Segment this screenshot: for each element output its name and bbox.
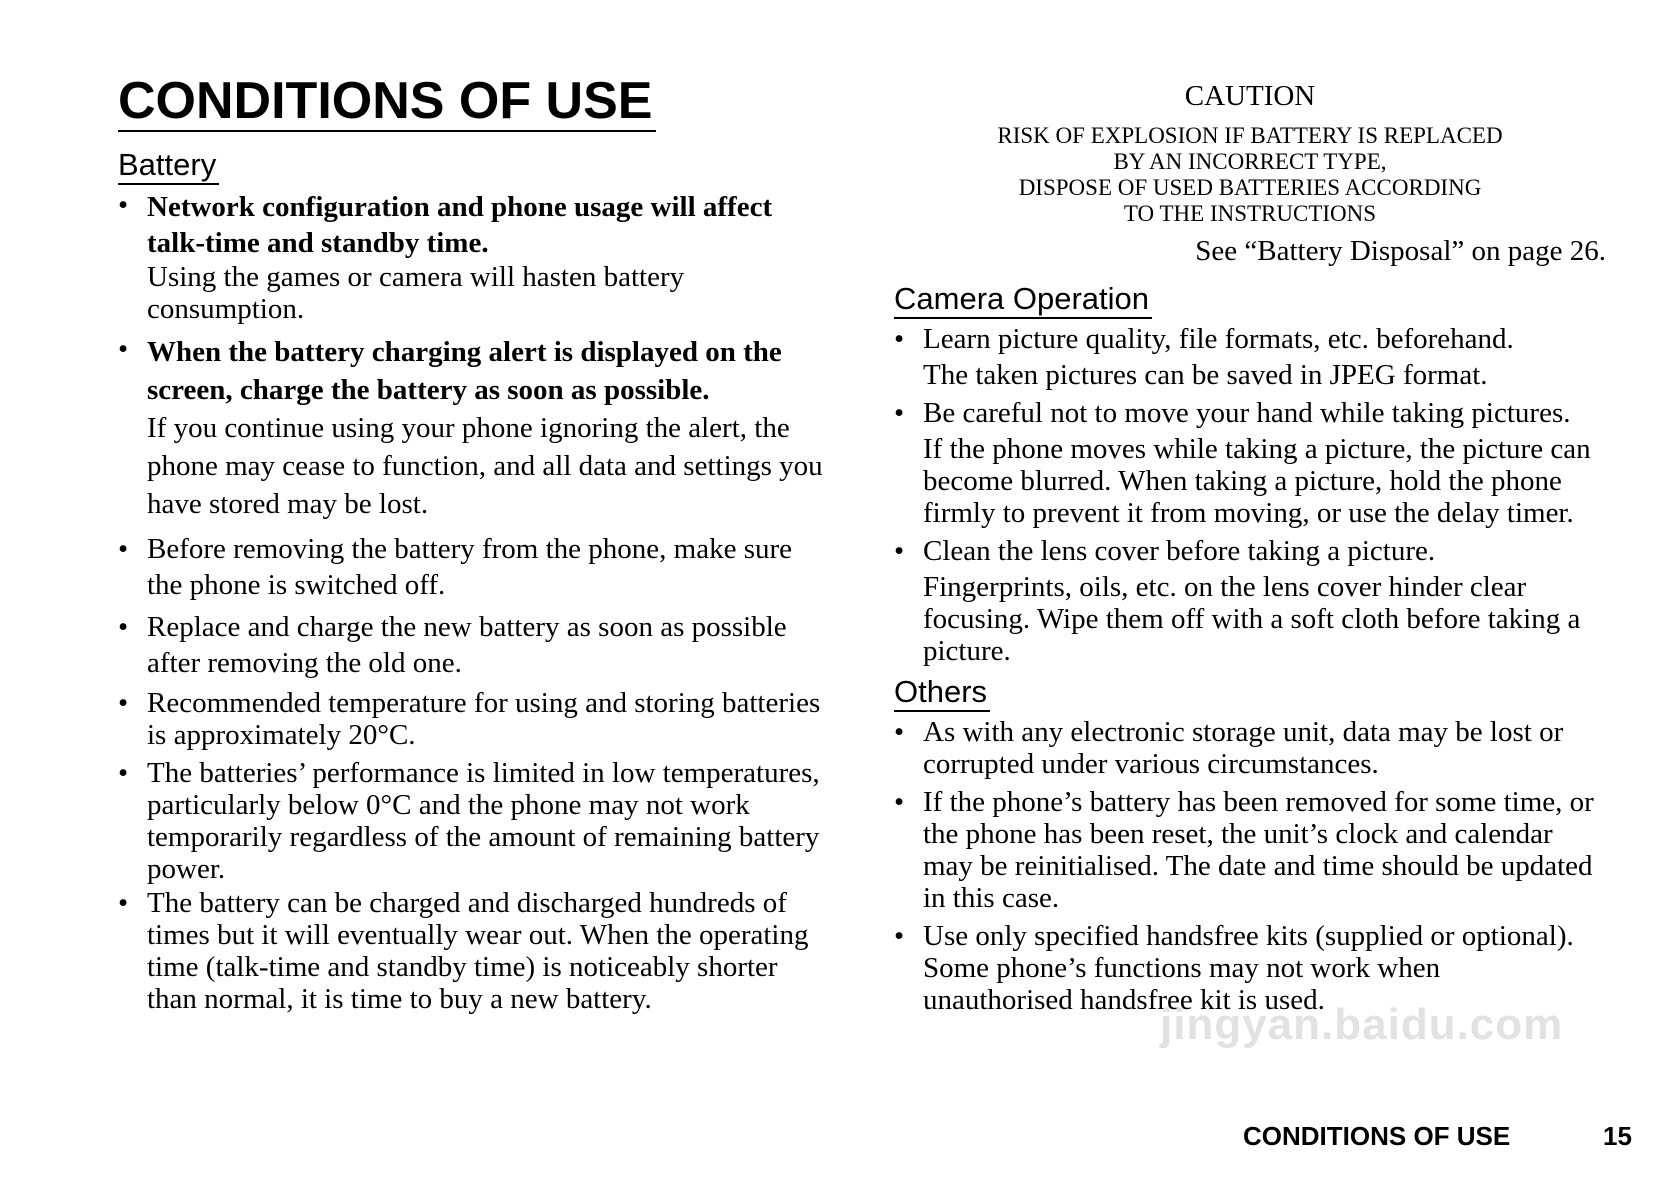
camera-operation-heading: Camera Operation (894, 280, 1152, 319)
bullet-detail: Fingerprints, oils, etc. on the lens cover hinder clear focusing. Wipe them off with a soft cloth before taking a picture. (923, 571, 1581, 668)
list-item (894, 397, 1594, 529)
bullet-text: Using the games or camera will hasten battery consumption. (147, 261, 685, 326)
bullet-text: • Use only specified handsfree kits (supplied or optional). Some phone’s functions may not work when unauthorised handsfree kit is used. (923, 920, 1574, 1017)
battery-heading: Battery (118, 146, 219, 185)
battery-list (118, 189, 828, 1015)
bullet-text: • Be careful not to move your hand while taking pictures. (923, 397, 1571, 430)
caution-line: RISK OF EXPLOSION IF BATTERY IS REPLACED (997, 123, 1503, 148)
caution-line: BY AN INCORRECT TYPE, (1113, 149, 1387, 174)
bullet-text: • Learn picture quality, file formats, etc. beforehand. (923, 323, 1514, 356)
list-item (118, 609, 828, 681)
list-item (894, 535, 1594, 667)
list-item (118, 189, 828, 325)
caution-title: CAUTION (1184, 80, 1316, 112)
caution-line: TO THE INSTRUCTIONS (1123, 201, 1377, 226)
footer-section-label: CONDITIONS OF USE (1243, 1121, 1511, 1151)
page-number: 15 (1603, 1121, 1632, 1151)
bullet-text: • Clean the lens cover before taking a picture. (923, 535, 1436, 568)
bullet-text: • The battery can be charged and discharged hundreds of times but it will eventually wear out. When the operating time (talk-time and standby time) is noticeably shorter than normal, it is time to buy a new battery. (147, 887, 809, 1016)
battery-disposal-reference: See “Battery Disposal” on page 26. (1195, 235, 1606, 267)
list-item (118, 687, 828, 751)
list-item (118, 531, 828, 603)
right-column (894, 80, 1606, 1022)
bullet-text: • If the phone’s battery has been removed for some time, or the phone has been reset, the unit’s clock and calendar may be reinitialised. The date and time should be updated in this case. (923, 786, 1594, 915)
list-item (118, 333, 828, 523)
watermark: jingyan.baidu.com (1160, 1000, 1564, 1049)
bullet-bold-text: • When the battery charging alert is displayed on the screen, charge the battery as soon as possible. (147, 336, 782, 407)
list-item (894, 786, 1594, 914)
bullet-text: • Replace and charge the new battery as soon as possible after removing the old one. (147, 611, 787, 680)
bullet-text: • The batteries’ performance is limited in low temperatures, particularly below 0°C and the phone may not work temporarily regardless of the amount of remaining battery power. (147, 757, 820, 886)
bullet-text: • As with any electronic storage unit, data may be lost or corrupted under various circumstances. (923, 716, 1564, 781)
list-item (118, 757, 828, 885)
list-item (118, 887, 828, 1015)
bullet-text: • Recommended temperature for using and storing batteries is approximately 20°C. (147, 687, 821, 752)
list-item (894, 716, 1594, 780)
bullet-bold-text: • Network configuration and phone usage will affect talk-time and standby time. (147, 191, 773, 260)
others-list (894, 716, 1594, 1016)
caution-line: DISPOSE OF USED BATTERIES ACCORDING (1018, 175, 1482, 200)
camera-list (894, 323, 1594, 667)
bullet-text: • Before removing the battery from the phone, make sure the phone is switched off. (147, 533, 793, 602)
left-column (118, 146, 828, 1021)
others-heading: Others (894, 673, 990, 712)
bullet-detail: If the phone moves while taking a picture, the picture can become blurred. When taking a picture, hold the phone firmly to prevent it from moving, or use the delay timer. (923, 433, 1591, 530)
bullet-text: If you continue using your phone ignoring the alert, the phone may cease to function, and all data and settings you have stored may be lost. (147, 412, 823, 521)
caution-box (894, 80, 1606, 227)
page-title: CONDITIONS OF USE (118, 72, 656, 132)
bullet-detail: The taken pictures can be saved in JPEG format. (923, 359, 1488, 392)
list-item (894, 323, 1594, 391)
